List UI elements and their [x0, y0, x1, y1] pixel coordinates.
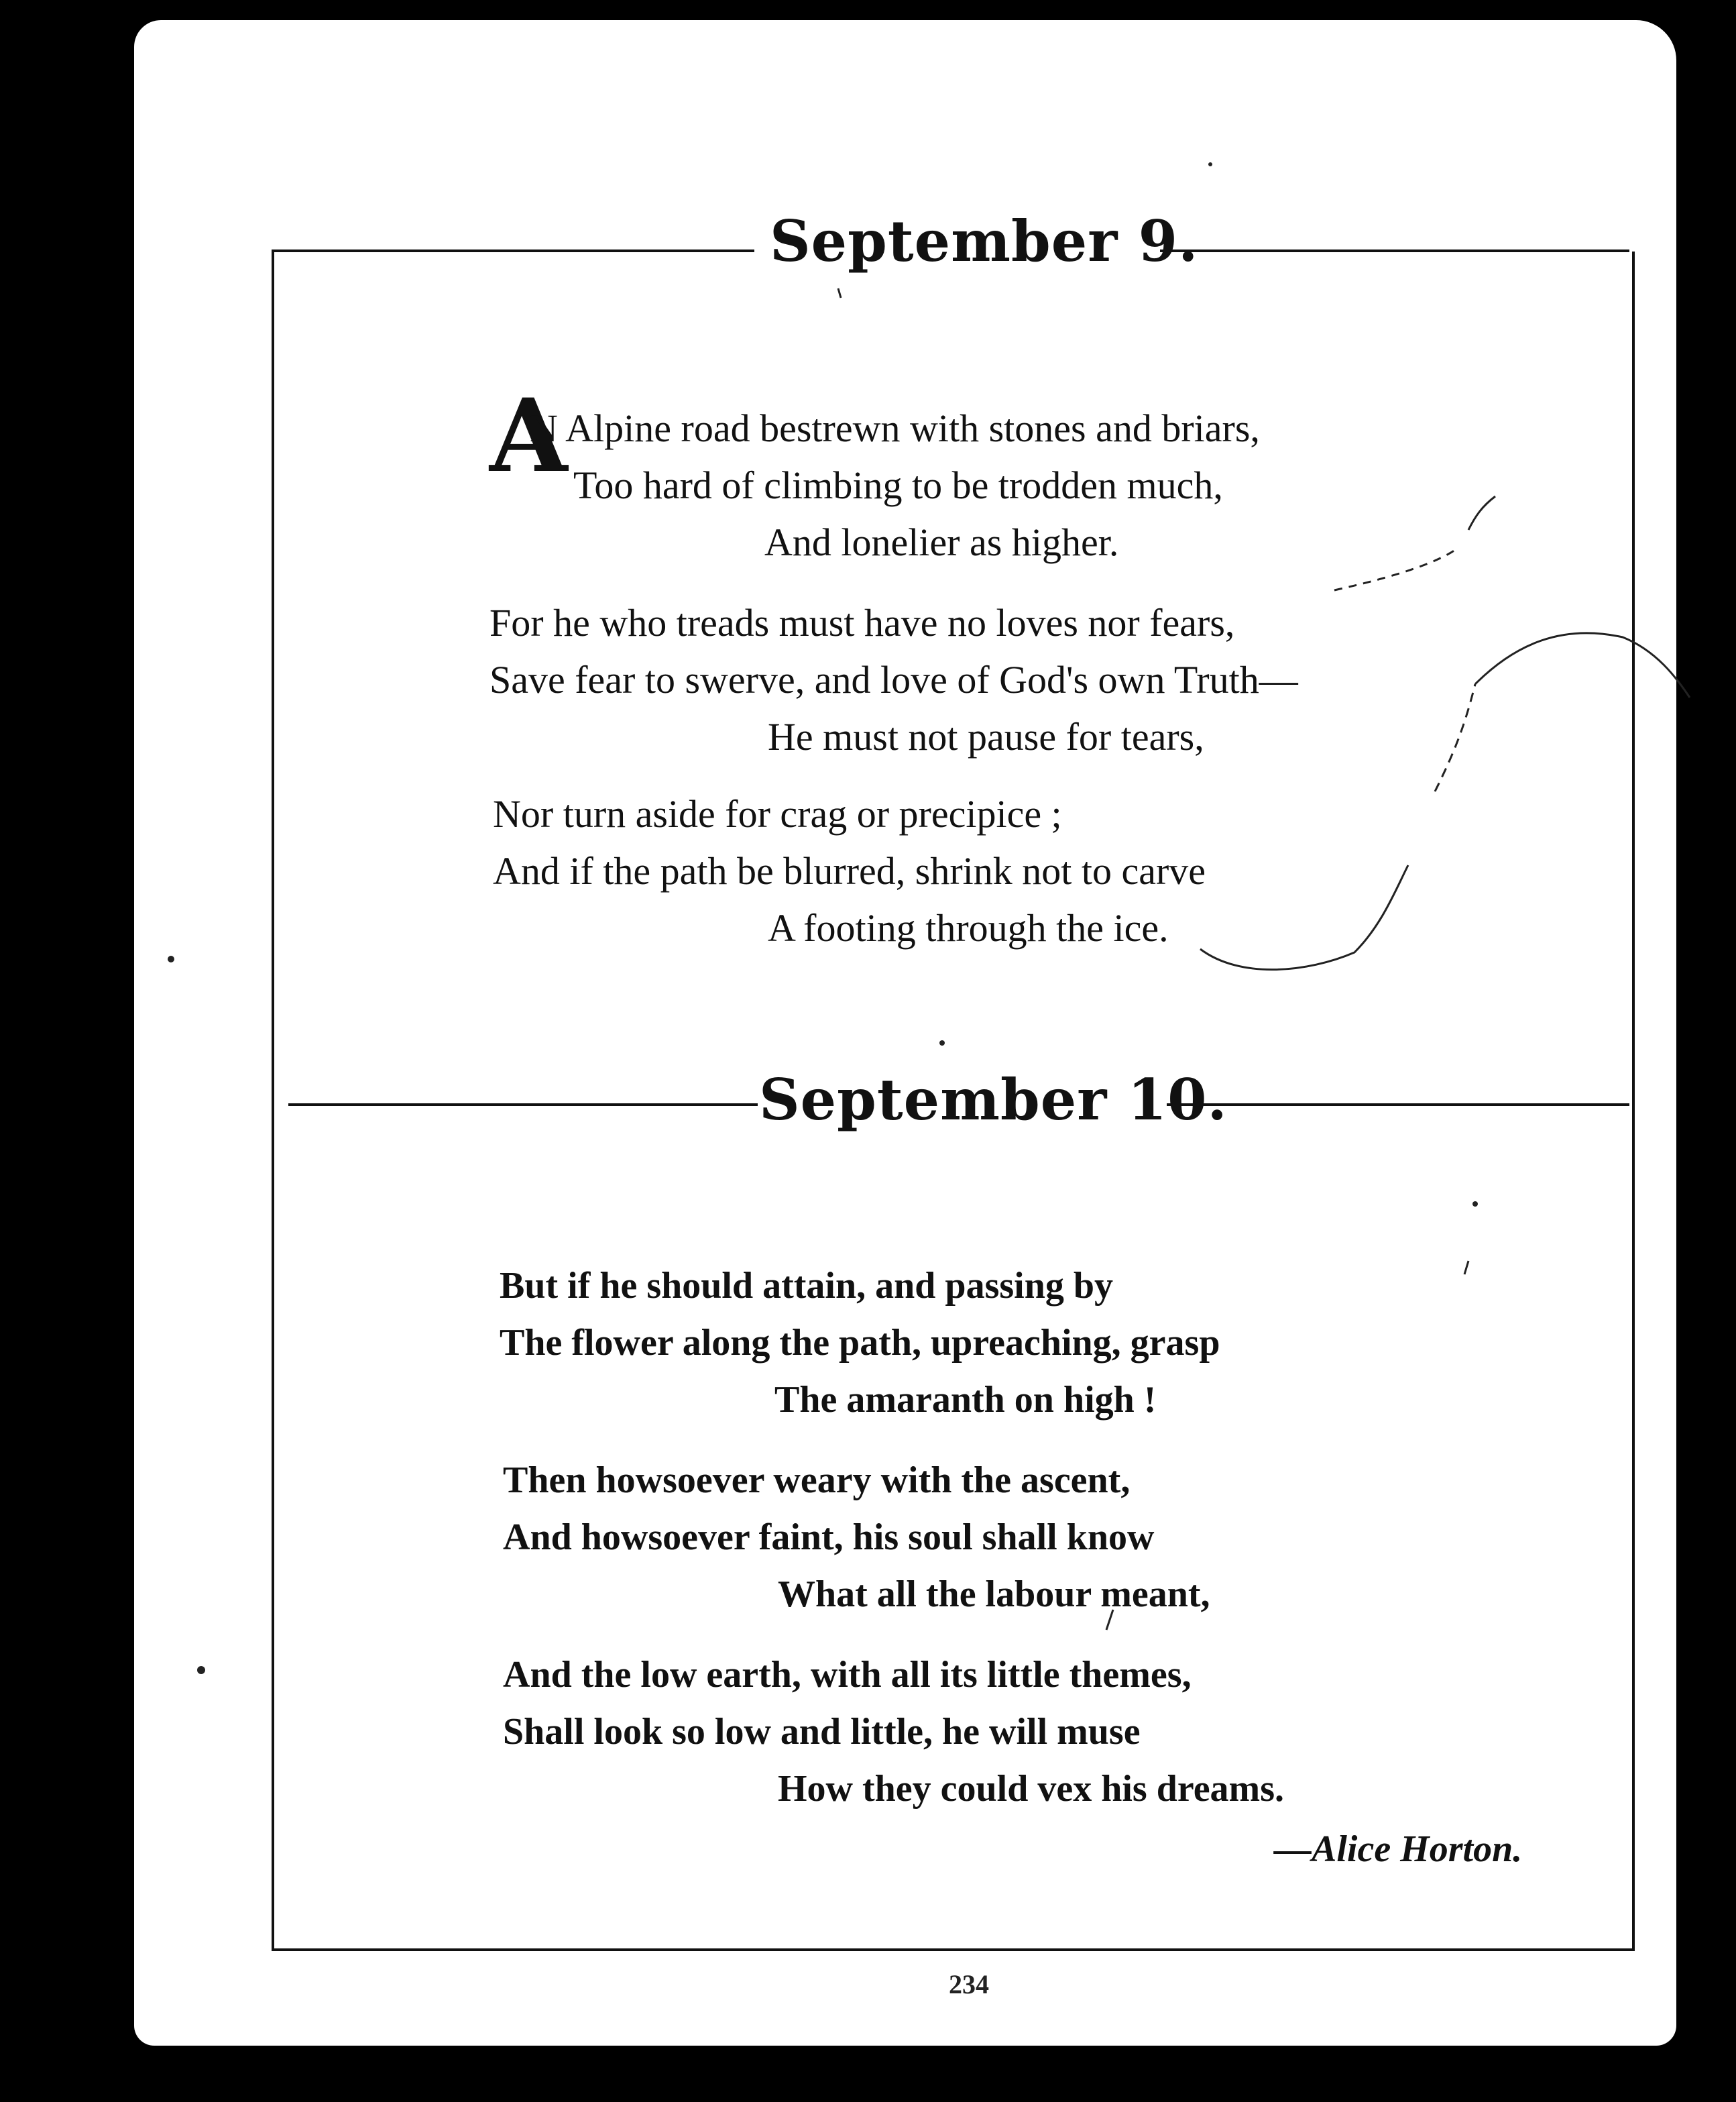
section-heading: September 9.: [770, 208, 1199, 274]
poem-line: But if he should attain, and passing by: [500, 1265, 1114, 1307]
poem-line: He must not pause for tears,: [768, 715, 1204, 759]
poem-line: The flower along the path, upreaching, grasp: [500, 1322, 1220, 1364]
poem-line: Shall look so low and little, he will muse: [503, 1711, 1141, 1753]
poem-line: The amaranth on high !: [774, 1379, 1157, 1421]
poem-line: How they could vex his dreams.: [778, 1768, 1284, 1810]
page-number: 234: [949, 1969, 989, 1999]
poem-line: And the low earth, with all its little themes,: [503, 1654, 1192, 1696]
poem-line: Nor turn aside for crag or precipice ;: [493, 792, 1062, 836]
poem-line: Save fear to swerve, and love of God's own Truth—: [489, 658, 1298, 702]
poem-line: For he who treads must have no loves nor fears,: [489, 601, 1235, 645]
poem-line: And if the path be blurred, shrink not to carve: [493, 849, 1206, 893]
drop-cap: A: [489, 377, 568, 495]
poem-line: Then howsoever weary with the ascent,: [503, 1459, 1131, 1501]
poem-line: A footing through the ice.: [768, 906, 1169, 950]
poem-line: And lonelier as higher.: [764, 520, 1119, 564]
poem-line: N Alpine road bestrewn with stones and briars,: [530, 406, 1260, 450]
section-heading: September 10.: [759, 1066, 1228, 1133]
poem-line: What all the labour meant,: [778, 1573, 1210, 1615]
poem-line: Too hard of climbing to be trodden much,: [573, 463, 1223, 507]
poem-line: And howsoever faint, his soul shall know: [503, 1516, 1155, 1558]
attribution: —Alice Horton.: [1274, 1828, 1523, 1870]
